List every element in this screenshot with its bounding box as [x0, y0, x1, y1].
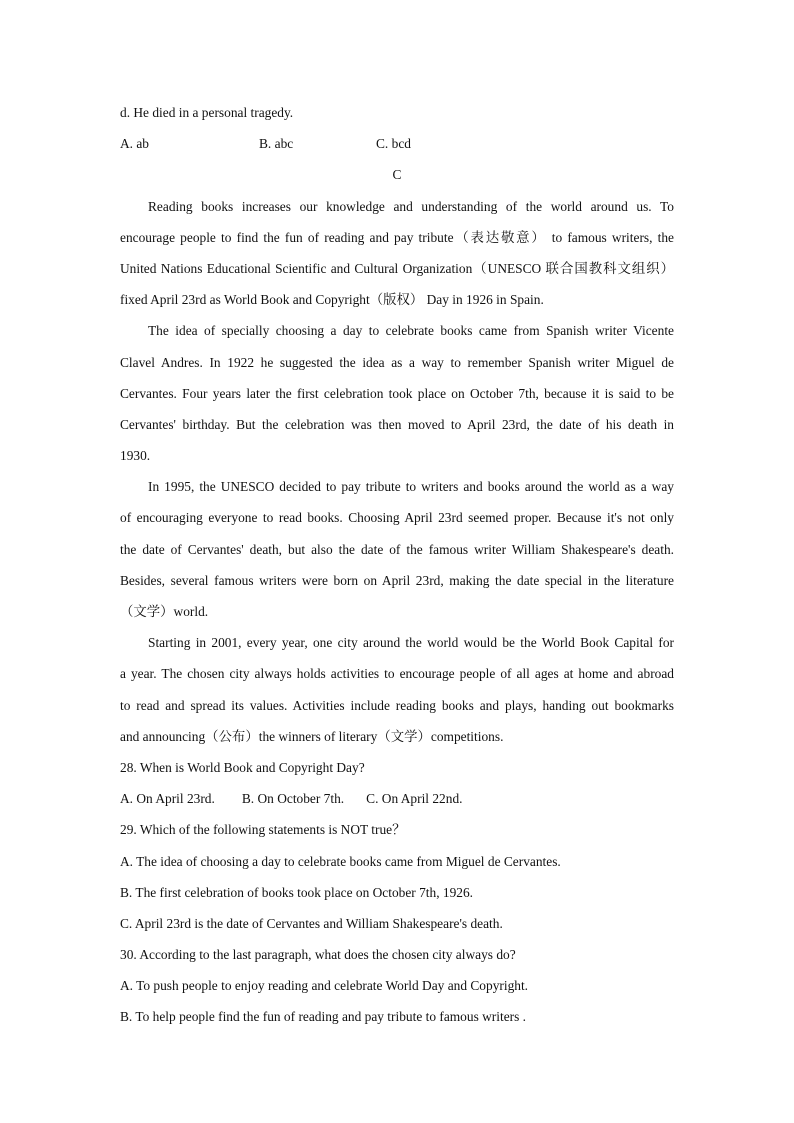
- passage-body: [120, 194, 674, 755]
- passage-line: Cervantes' birthday. But the celebration was then moved to April 23rd, the date of his death in: [120, 416, 674, 432]
- passage-line: Cervantes. Four years later the first celebration took place on October 7th, because it is said to be: [120, 385, 674, 401]
- passage-line: 1930.: [120, 448, 151, 464]
- question-options-row: [120, 786, 674, 817]
- passage-line: to read and spread its values. Activities include reading books and plays, handing out bookmarks: [120, 697, 674, 713]
- question-28: [120, 755, 674, 817]
- question-29: [120, 817, 674, 942]
- passage-line: The idea of specially choosing a day to celebrate books came from Spanish writer Vicente: [148, 323, 674, 339]
- choice-c: C. bcd: [376, 136, 411, 152]
- passage-line: United Nations Educational Scientific and Cultural Organization（UNESCO 联合国教科文组织）: [120, 260, 674, 276]
- prev-question-option-d: d. He died in a personal tragedy.: [120, 105, 294, 120]
- question-30: [120, 942, 674, 1036]
- passage-line: encourage people to find the fun of reading and pay tribute（表达敬意） to famous writers, the: [120, 229, 674, 245]
- passage-line: fixed April 23rd as World Book and Copyright（版权） Day in 1926 in Spain.: [120, 292, 544, 308]
- passage-line: of encouraging everyone to read books. Choosing April 23rd seemed proper. Because it's not only: [120, 510, 674, 526]
- passage-line: Starting in 2001, every year, one city around the world would be the World Book Capital for: [148, 635, 674, 651]
- choice-a: A. ab: [120, 136, 150, 152]
- option-b: B. To help people find the fun of reading and pay tribute to famous writers .: [120, 1009, 527, 1025]
- question-stem: 28. When is World Book and Copyright Day?: [120, 759, 365, 775]
- passage-line: In 1995, the UNESCO decided to pay tribute to writers and books around the world as a way: [148, 479, 674, 495]
- prev-question-choices: [120, 131, 674, 162]
- option-b: B. On October 7th.: [241, 791, 345, 807]
- option-c: C. April 23rd is the date of Cervantes and William Shakespeare's death.: [120, 915, 503, 931]
- question-stem: 29. Which of the following statements is NOT true？: [120, 822, 406, 838]
- passage-line: Clavel Andres. In 1922 he suggested the idea as a way to remember Spanish writer Miguel de: [120, 354, 674, 370]
- question-stem: 30. According to the last paragraph, what does the chosen city always do?: [120, 947, 516, 963]
- passage-line: a year. The chosen city always holds activities to encourage people of all ages at home and abroad: [120, 666, 674, 682]
- option-b: B. The first celebration of books took place on October 7th, 1926.: [120, 884, 474, 900]
- option-a: A. To push people to enjoy reading and celebrate World Day and Copyright.: [120, 978, 529, 994]
- passage-line: （文学）world.: [120, 604, 209, 619]
- passage-line: Besides, several famous writers were born on April 23rd, making the date special in the literature: [120, 572, 674, 588]
- option-a: A. The idea of choosing a day to celebrate books came from Miguel de Cervantes.: [120, 853, 561, 869]
- passage-label: C: [392, 167, 402, 183]
- option-a: A. On April 23rd.: [120, 791, 215, 807]
- passage-line: the date of Cervantes' death, but also the date of the famous writer William Shakespeare's death.: [120, 541, 674, 557]
- passage-line: and announcing（公布）the winners of literary（文学）competitions.: [120, 728, 504, 744]
- choice-b: B. abc: [259, 136, 294, 152]
- option-c: C. On April 22nd.: [366, 791, 463, 807]
- document-page: [120, 100, 674, 1036]
- passage-line: Reading books increases our knowledge and understanding of the world around us. To: [148, 198, 674, 214]
